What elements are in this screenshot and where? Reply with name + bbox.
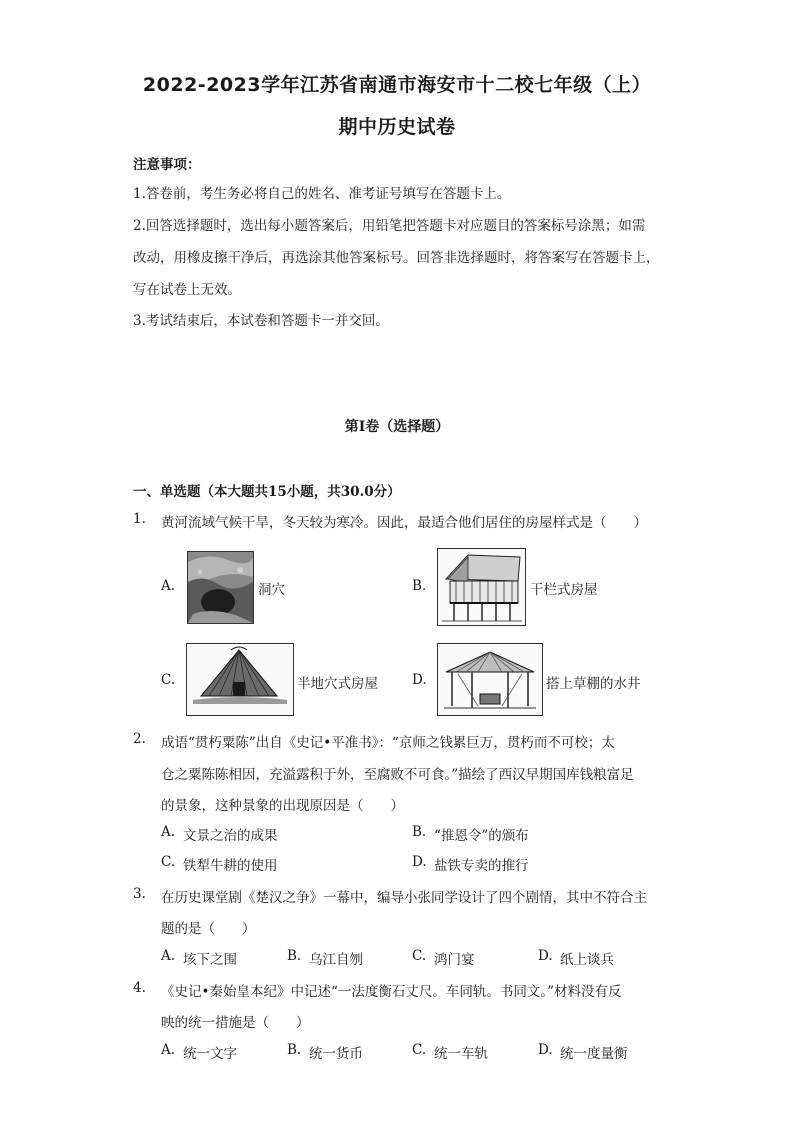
option-text: 鸿门宴 xyxy=(434,952,475,968)
option-label: D. xyxy=(412,854,427,870)
option-label: C. xyxy=(161,854,176,870)
thatched-well-drawing-icon xyxy=(437,643,543,716)
option-label: D. xyxy=(538,1042,553,1058)
question-number: 1. xyxy=(133,511,146,527)
exam-title-line1: 2022-2023学年江苏省南通市海安市十二校七年级（上） xyxy=(142,74,652,96)
question-text: 《史记•秦始皇本纪》中记述“一法度衡石丈尺。车同轨。书同文。”材料没有反 xyxy=(161,984,622,1000)
notice-line: 1.答卷前，考生务必将自己的姓名、准考证号填写在答题卡上。 xyxy=(133,186,511,202)
notice-heading: 注意事项： xyxy=(133,157,201,173)
option-text: 盐铁专卖的推行 xyxy=(434,858,529,874)
option-label: C. xyxy=(161,672,176,688)
option-text: 纸上谈兵 xyxy=(560,952,614,968)
question-text: 黄河流域气候干旱，冬天较为寒冷。因此，最适合他们居住的房屋样式是（ ） xyxy=(161,515,647,531)
option-label: C. xyxy=(412,948,427,964)
notice-line: 2.回答选择题时，选出每小题答案后，用铅笔把答题卡对应题目的答案标号涂黑；如需 xyxy=(133,218,646,234)
option-label: B. xyxy=(412,824,427,840)
option-text: 统一车轨 xyxy=(434,1046,488,1062)
option-text: 统一文字 xyxy=(183,1046,237,1062)
option-text: 乌江自刎 xyxy=(309,952,363,968)
notice-line: 写在试卷上无效。 xyxy=(133,282,241,298)
semi-subterranean-house-drawing-icon xyxy=(186,643,294,716)
question-text: 仓之粟陈陈相因，充溢露积于外，至腐败不可食。”描绘了西汉早期国库钱粮富足 xyxy=(161,767,634,783)
question-number: 4. xyxy=(133,980,146,996)
question-number: 2. xyxy=(133,731,146,747)
option-label: A. xyxy=(161,824,176,840)
stilt-house-drawing-icon xyxy=(437,548,526,626)
section-title: 第I卷（选择题） xyxy=(344,419,450,435)
option-label: A. xyxy=(161,948,176,964)
option-label: B. xyxy=(412,578,427,594)
notice-line: 3.考试结束后，本试卷和答题卡一并交回。 xyxy=(133,313,389,329)
question-text: 在历史课堂剧《楚汉之争》一幕中，编导小张同学设计了四个剧情，其中不符合主 xyxy=(161,890,647,906)
option-label: D. xyxy=(412,672,427,688)
option-label: A. xyxy=(161,578,176,594)
question-text: 成语“贯朽粟陈”出自《史记•平准书》：“京师之钱累巨万，贯朽而不可校；太 xyxy=(161,735,615,751)
option-text: “推恩令”的颁布 xyxy=(434,828,529,844)
option-text: 垓下之围 xyxy=(183,952,237,968)
option-text: 搭上草棚的水井 xyxy=(546,676,641,692)
option-text: 文景之治的成果 xyxy=(183,828,278,844)
option-text: 统一货币 xyxy=(309,1046,363,1062)
option-text: 统一度量衡 xyxy=(560,1046,628,1062)
option-text: 干栏式房屋 xyxy=(530,582,598,598)
question-text: 题的是（ ） xyxy=(161,921,256,937)
exam-title-line2: 期中历史试卷 xyxy=(338,116,456,138)
option-text: 洞穴 xyxy=(258,582,285,598)
cave-photo-icon xyxy=(187,551,254,624)
option-label: A. xyxy=(161,1042,176,1058)
option-label: B. xyxy=(287,1042,302,1058)
notice-line: 改动，用橡皮擦干净后，再选涂其他答案标号。回答非选择题时，将答案写在答题卡上， xyxy=(133,250,660,266)
question-number: 3. xyxy=(133,886,146,902)
option-label: B. xyxy=(287,948,302,964)
option-text: 半地穴式房屋 xyxy=(297,676,378,692)
question-text: 映的统一措施是（ ） xyxy=(161,1015,310,1031)
option-label: D. xyxy=(538,948,553,964)
question-text: 的景象，这种景象的出现原因是（ ） xyxy=(161,798,404,814)
option-label: C. xyxy=(412,1042,427,1058)
option-text: 铁犁牛耕的使用 xyxy=(183,858,278,874)
part-title: 一、单选题（本大题共15小题，共30.0分） xyxy=(133,484,401,500)
